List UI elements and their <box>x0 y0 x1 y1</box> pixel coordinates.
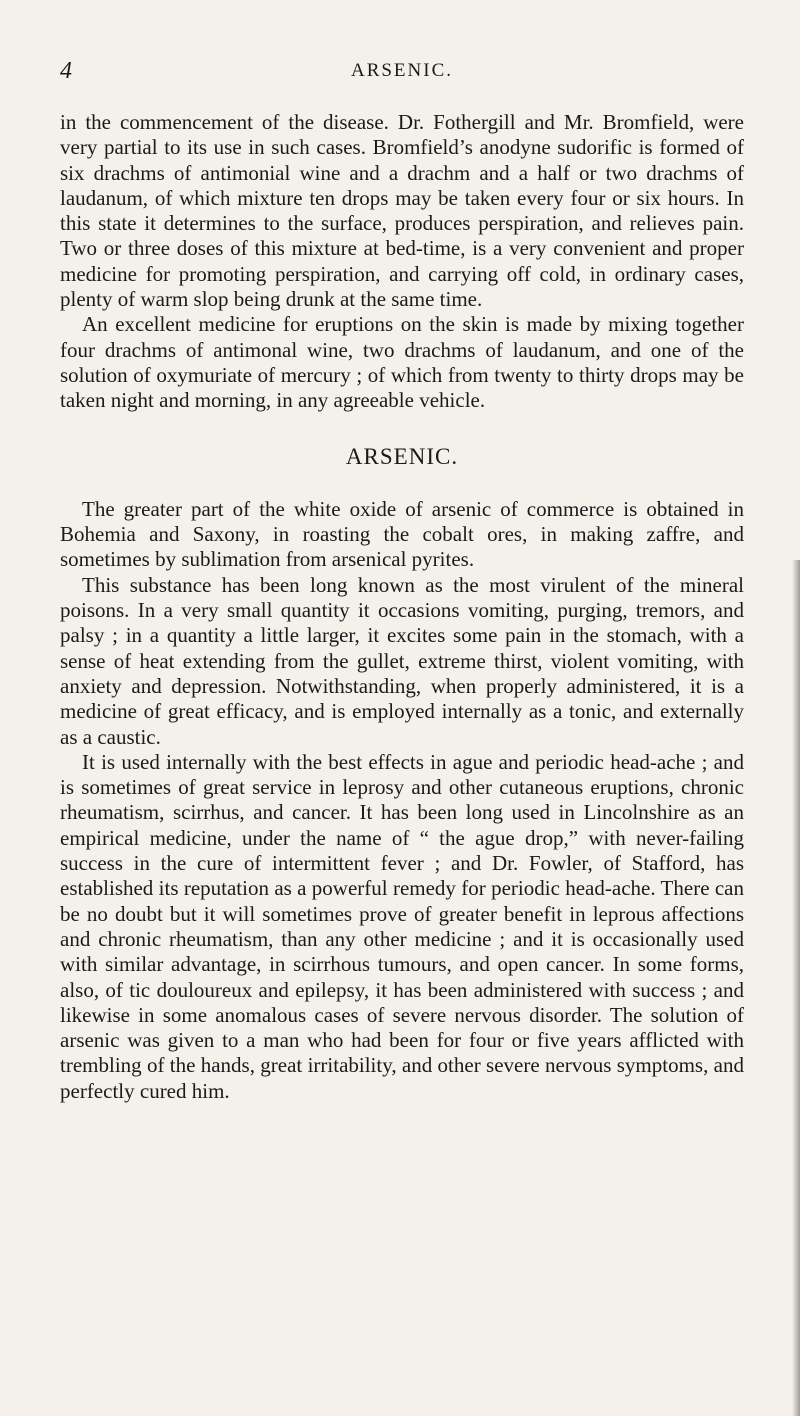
paragraph-eruptions-medicine: An excellent medicine for eruptions on the skin is made by mixing together four drachms of antimonal wine, two drachms of laudanum, and one of the solution of oxymuriate of mercury ; of which from twenty to thirty drops may be taken night and morning, in any agreeable vehicle. <box>60 312 744 413</box>
paragraph-arsenic-poison: This substance has been long known as the most virulent of the mineral poisons. In a very small quantity it occasions vomiting, purging, tremors, and palsy ; in a quantity a little larger, it excites some pain in the stomach, with a sense of heat extending from the gullet, extreme thirst, violent vomiting, with anxiety and depression. Notwithstanding, when properly administered, it is a medicine of great efficacy, and is employed internally as a tonic, and externally as a caustic. <box>60 572 744 749</box>
paragraph-arsenic-origin: The greater part of the white oxide of arsenic of commerce is obtained in Bohemia and Saxony, in roasting the cobalt ores, in making zaffre, and sometimes by sublimation from arsenical pyrites. <box>60 496 744 572</box>
page-number: 4 <box>60 58 72 84</box>
body-text <box>60 110 744 1104</box>
running-title: ARSENIC. <box>350 60 454 81</box>
paragraph-continuation: in the commencement of the disease. Dr. Fothergill and Mr. Bromfield, were very partial to its use in such cases. Bromfield’s anodyne sudorific is formed of six drachms of antimonial wine and a drachm and a half or two drachms of laudanum, of which mixture ten drops may be taken every four or six hours. In this state it determines to the surface, produces perspiration, and relieves pain. Two or three doses of this mixture at bed-time, is a very convenient and proper medicine for promoting perspiration, and carrying off cold, in ordinary cases, plenty of warm slop being drunk at the same time. <box>60 110 744 312</box>
running-head <box>60 58 744 92</box>
page-edge-shadow <box>792 560 800 1416</box>
paragraph-arsenic-uses: It is used internally with the best effects in ague and periodic head-ache ; and is sometimes of great service in leprosy and other cutaneous eruptions, chronic rheumatism, scirrhus, and cancer. It has been long used in Lincolnshire as an empirical medicine, under the name of “ the ague drop,” with never-failing success in the cure of intermittent fever ; and Dr. Fowler, of Stafford, has established its reputation as a powerful remedy for periodic head-ache. There can be no doubt but it will sometimes prove of greater benefit in leprous affections and chronic rheumatism, than any other medicine ; and it is occasionally used with similar advantage, in scirrhous tumours, and open cancer. In some forms, also, of tic douloureux and epilepsy, it has been administered with success ; and likewise in some anomalous cases of severe nervous disorder. The solution of arsenic was given to a man who had been for four or five years afflicted with trembling of the hands, great irritability, and other severe nervous symptoms, and perfectly cured him. <box>60 749 744 1103</box>
section-heading-arsenic: ARSENIC. <box>345 443 459 469</box>
